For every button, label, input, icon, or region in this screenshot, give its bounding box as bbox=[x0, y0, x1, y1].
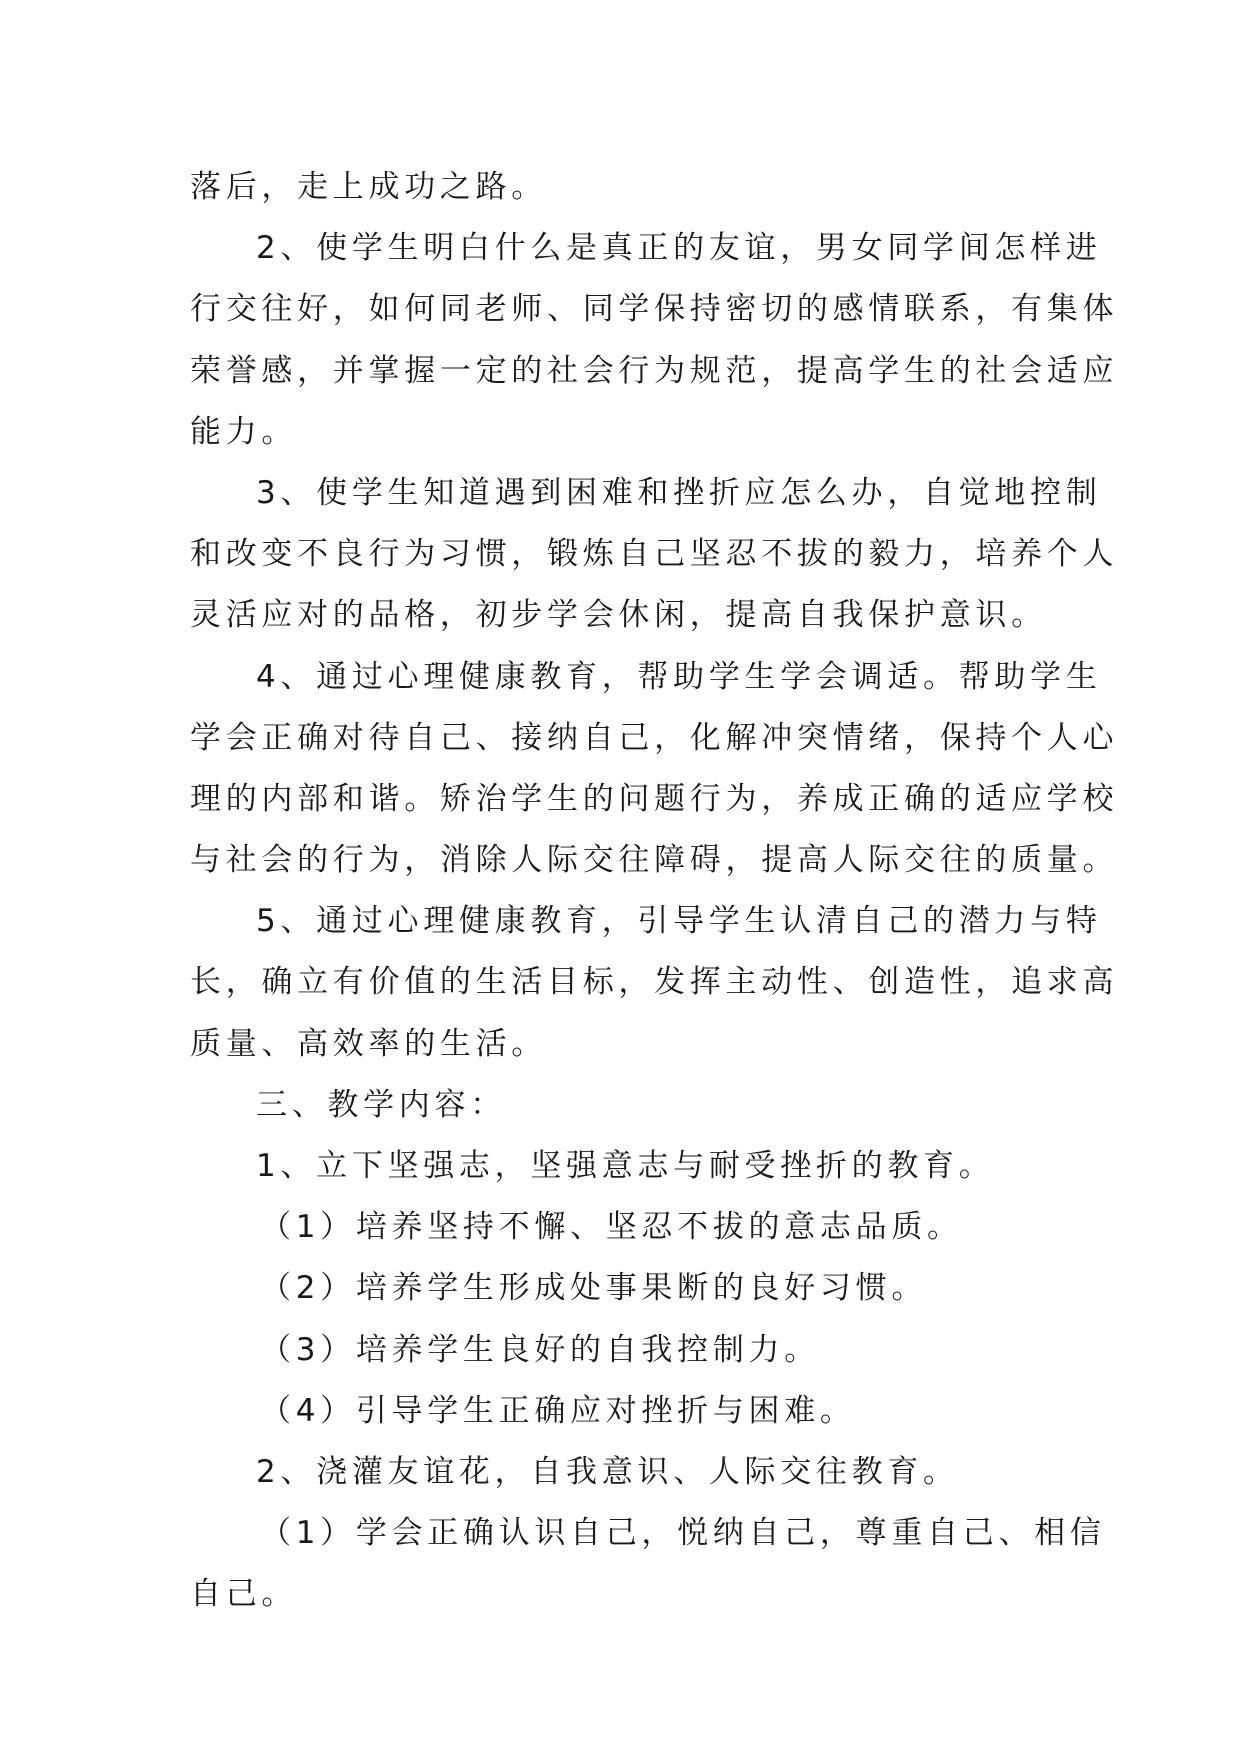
text-line: 自己。 bbox=[190, 1576, 298, 1613]
text-line: 学会正确对待自己、接纳自己，化解冲突情绪，保持个人心 bbox=[190, 719, 1119, 756]
text-line: 质量、高效率的生活。 bbox=[190, 1025, 547, 1062]
text-line: 2、浇灌友谊花，自我意识、人际交往教育。 bbox=[256, 1453, 959, 1490]
list-item: （4）引导学生正确应对挫折与困难。 bbox=[260, 1392, 856, 1429]
text-line: 荣誉感，并掌握一定的社会行为规范，提高学生的社会适应 bbox=[190, 352, 1119, 389]
text-line: 长，确立有价值的生活目标，发挥主动性、创造性，追求高 bbox=[190, 964, 1119, 1001]
text-line: 理的内部和谐。矫治学生的问题行为，养成正确的适应学校 bbox=[190, 780, 1119, 817]
document-body bbox=[190, 157, 1119, 1626]
text-line: 5、通过心理健康教育，引导学生认清自己的潜力与特 bbox=[256, 903, 1102, 940]
list-item: （2）培养学生形成处事果断的良好习惯。 bbox=[260, 1270, 928, 1307]
text-line: 和改变不良行为习惯，锻炼自己坚忍不拔的毅力，培养个人 bbox=[190, 536, 1119, 573]
text-line: 能力。 bbox=[190, 413, 298, 450]
text-line: 1、立下坚强志，坚强意志与耐受挫折的教育。 bbox=[256, 1148, 995, 1184]
section-heading: 三、教学内容： bbox=[256, 1086, 506, 1123]
text-line: 落后，走上成功之路。 bbox=[190, 169, 547, 205]
text-line: 灵活应对的品格，初步学会休闲，提高自我保护意识。 bbox=[190, 597, 1047, 634]
text-line: 4、通过心理健康教育，帮助学生学会调适。帮助学生 bbox=[256, 658, 1102, 695]
list-item: （1）学会正确认识自己，悦纳自己，尊重自己、相信 bbox=[260, 1515, 1106, 1552]
text-line: 与社会的行为，消除人际交往障碍，提高人际交往的质量。 bbox=[190, 842, 1119, 879]
text-line: 行交往好，如何同老师、同学保持密切的感情联系，有集体 bbox=[190, 291, 1119, 328]
text-line: 2、使学生明白什么是真正的友谊，男女同学间怎样进 bbox=[256, 230, 1102, 267]
text-line: 3、使学生知道遇到困难和挫折应怎么办，自觉地控制 bbox=[256, 474, 1102, 511]
list-item: （3）培养学生良好的自我控制力。 bbox=[260, 1331, 820, 1368]
list-item: （1）培养坚持不懈、坚忍不拔的意志品质。 bbox=[260, 1209, 963, 1246]
